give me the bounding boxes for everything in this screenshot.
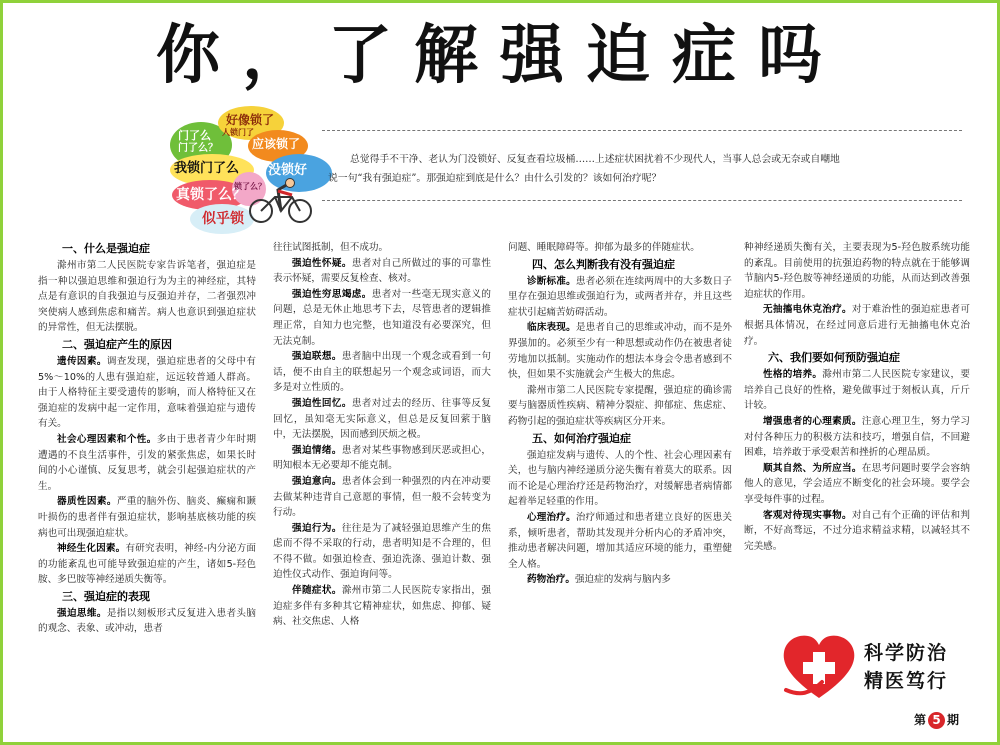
paragraph-lead: 社会心理因素和个性。 bbox=[57, 433, 157, 445]
paragraph-lead: 强迫性怀疑。 bbox=[292, 257, 352, 269]
paragraph bbox=[273, 521, 491, 583]
paragraph-lead: 强迫性穷思竭虑。 bbox=[292, 288, 372, 300]
article-column-1 bbox=[38, 240, 256, 710]
paragraph bbox=[744, 414, 970, 461]
paragraph bbox=[508, 572, 732, 588]
paragraph-body: 有研究表明，神经-内分泌方面的功能紊乱也可能导致强迫症的产生，诸如5-羟色胺、多巴胺等神经递质失衡等。 bbox=[38, 543, 256, 586]
paragraph bbox=[273, 396, 491, 443]
paragraph bbox=[273, 349, 491, 396]
article-column-3 bbox=[508, 240, 732, 720]
paragraph-lead: 强迫性回忆。 bbox=[292, 397, 352, 409]
intro-divider bbox=[322, 130, 962, 131]
section-heading: 四、怎么判断我有没有强迫症 bbox=[532, 257, 675, 271]
issue-number bbox=[914, 711, 959, 729]
paragraph-body: 患者体会到一种强烈的内在冲动要去做某种违背自己意愿的事情，但一般不会转变为行动。 bbox=[273, 475, 491, 519]
paragraph-body: 患者对过去的经历、往事等反复回忆，虽知毫无实际意义，但总是反复回萦于脑中，无法摆脱，因而感到厌烦之极。 bbox=[273, 397, 491, 441]
paragraph-lead: 强迫行为。 bbox=[292, 522, 342, 534]
issue-suffix: 期 bbox=[947, 713, 960, 727]
paragraph-lead: 客观对待现实事物。 bbox=[763, 509, 852, 521]
bubble-text: 似乎锁 bbox=[202, 211, 244, 227]
paragraph-lead: 遗传因素。 bbox=[57, 355, 107, 367]
bubble-text: 锁了么？ bbox=[234, 181, 266, 191]
paragraph bbox=[508, 510, 732, 572]
paragraph-lead: 强迫联想。 bbox=[292, 351, 342, 363]
slogan-line: 精医笃行 bbox=[864, 670, 949, 692]
paragraph-body: 调查发现，强迫症患者的父母中有5%～10%的人患有强迫症，远远较普通人群高。由于人格特征主要受遗传的影响，而人格特征又在强迫症的发病中起一定作用，意味着强迫症与遗传有关。 bbox=[38, 355, 256, 430]
paragraph bbox=[38, 494, 256, 541]
paragraph bbox=[508, 274, 732, 321]
paragraph-lead: 心理治疗。 bbox=[527, 511, 576, 523]
paragraph-body: 患者对一些毫无现实意义的问题，总是无休止地思考下去，尽管患者的逻辑推理正常，自知力也完整，也知道没有必要深究，但无法克制。 bbox=[273, 288, 491, 347]
paragraph-lead: 强迫情绪。 bbox=[292, 444, 342, 456]
paragraph-body: 多由于患者青少年时期遭遇的不良生活事件，引发的紧张焦虑，如果长时间的小心谨慎、反复思考，就会引起强迫症状的产生。 bbox=[38, 433, 256, 492]
paragraph bbox=[744, 461, 970, 508]
footer-brand bbox=[780, 630, 985, 730]
bubble-text: 没锁好 bbox=[268, 163, 308, 178]
paragraph-lead: 药物治疗。 bbox=[527, 574, 575, 586]
paragraph: 种神经递质失衡有关，主要表现为5-羟色胺系统功能的紊乱。目前使用的抗强迫药物的特点就在于能够调节脑内5-羟色胺等神经递质的功能，从而达到改善强迫症状的作用。 bbox=[744, 242, 970, 300]
bubble-text: 好像锁了 bbox=[226, 113, 275, 127]
paragraph-body: 在思考问题时要学会容纳他人的意见，学会适应不断变化的社会环境。要学会享受每件事的过程。 bbox=[744, 462, 970, 505]
paragraph-body: 是指以刻板形式反复进入患者头脑的观念、表象、或冲动，患者 bbox=[38, 607, 256, 635]
paragraph-body: 治疗师通过和患者建立良好的医患关系，倾听患者，帮助其发现并分析内心的矛盾冲突，推动患者解决问题，增加其适应环境的能力，重塑健全人格。 bbox=[508, 511, 732, 570]
paragraph: 往往试图抵制，但不成功。 bbox=[273, 242, 389, 253]
paragraph bbox=[744, 508, 970, 555]
paragraph-body: 滁州市第二人民医院专家建议，要培养自己良好的性格，避免做事过于刻板认真，斤斤计较。 bbox=[744, 369, 970, 412]
issue-prefix: 第 bbox=[914, 713, 927, 727]
heart-cross-icon bbox=[780, 632, 858, 702]
paragraph-lead: 性格的培养。 bbox=[763, 369, 823, 381]
paragraph-body: 滁州市第二人民医院专家指出，强迫症多伴有多种其它精神症状，如焦虑、抑郁、疑病、社交焦虑、人格 bbox=[273, 585, 491, 628]
paragraph bbox=[38, 354, 256, 432]
paragraph: 强迫症发病与遗传、人的个性、社会心理因素有关，也与脑内神经递质分泌失衡有着莫大的联系。因而不论是心理治疗还是药物治疗，对缓解患者病情都起着举足轻重的作用。 bbox=[508, 449, 732, 508]
paragraph bbox=[744, 302, 970, 349]
article-column-2 bbox=[273, 240, 491, 720]
paragraph-body: 注意心理卫生，努力学习对付各种压力的积极方法和技巧，增强自信，不回避困难，培养敢于承受艰苦和挫折的心理品质。 bbox=[744, 415, 970, 459]
slogan-line: 科学防治 bbox=[864, 642, 949, 664]
issue-badge: 5 bbox=[928, 712, 945, 729]
paragraph bbox=[273, 287, 491, 349]
paragraph bbox=[508, 320, 732, 382]
paragraph bbox=[273, 583, 491, 630]
article-column-4 bbox=[744, 240, 970, 600]
paragraph-lead: 强迫意向。 bbox=[292, 475, 342, 487]
paragraph-body: 往往是为了减轻强迫思维产生的焦虑而不得不采取的行动，患者明知是不合理的，但不得不做。如强迫检查、强迫洗涤、强迫计数、强迫性仪式动作、强迫询问等。 bbox=[273, 522, 491, 581]
intro-divider bbox=[322, 200, 962, 201]
paragraph: 滁州市第二人民医院专家提醒，强迫症的确诊需要与脑器质性疾病、精神分裂症、抑郁症、焦虑症、药物引起的强迫症状等疾病区分开来。 bbox=[508, 384, 732, 427]
cyclist-icon bbox=[248, 178, 314, 224]
bubble-text: 门了么？ bbox=[178, 143, 218, 154]
paragraph bbox=[273, 256, 491, 287]
section-heading: 三、强迫症的表现 bbox=[62, 589, 150, 603]
paragraph bbox=[273, 443, 491, 474]
paragraph-lead: 临床表现。 bbox=[527, 322, 576, 334]
paragraph: 滁州市第二人民医院专家告诉笔者，强迫症是指一种以强迫思维和强迫行为为主的神经症，其特点是有意识的自我强迫与反强迫并存，二者强烈冲突使病人感到焦虑和痛苦。病人也意识到强迫症状的异常性，但无法摆脱。 bbox=[38, 260, 256, 334]
page-title: 你，了解强迫症吗 bbox=[156, 18, 844, 93]
paragraph bbox=[744, 367, 970, 414]
paragraph-lead: 伴随症状。 bbox=[292, 585, 342, 597]
paragraph-lead: 强迫思维。 bbox=[57, 607, 107, 619]
bubble-text: 我锁门了么 bbox=[174, 161, 240, 176]
bubble-text: 人锁门了 bbox=[222, 127, 254, 137]
paragraph: 问题、睡眠障碍等。抑郁为最多的伴随症状。 bbox=[508, 242, 700, 253]
paragraph-body: 对自己有个正确的评估和判断，不好高骛远，不过分追求精益求精，以减轻其不完美感。 bbox=[744, 509, 970, 552]
paragraph-lead: 诊断标准。 bbox=[527, 275, 576, 287]
section-heading: 二、强迫症产生的原因 bbox=[62, 337, 172, 351]
paragraph-body: 严重的脑外伤、脑炎、癫痫和颞叶损伤的患者伴有强迫症状，影响基底核功能的疾病也可出现强迫症状。 bbox=[38, 496, 256, 539]
paragraph-body: 对于难治性的强迫症患者可根据具体情况，在经过同意后进行无抽搐电休克治疗。 bbox=[744, 304, 970, 347]
paragraph bbox=[38, 606, 256, 637]
paragraph-lead: 增强患者的心理素质。 bbox=[763, 415, 862, 427]
paragraph bbox=[273, 474, 491, 521]
paragraph-body: 是患者自己的思维或冲动，而不是外界强加的。必须至少有一种思想或动作仍在被患者徒劳地加以抵制。实施动作的想法本身会令患者感到不快，但如果不实施就会产生极大的焦虑。 bbox=[508, 322, 732, 381]
section-heading: 一、什么是强迫症 bbox=[62, 242, 150, 255]
paragraph-body: 强迫症的发病与脑内多 bbox=[574, 574, 671, 586]
paragraph bbox=[38, 541, 256, 588]
paragraph bbox=[38, 432, 256, 494]
bubble-text: 门了么 bbox=[178, 129, 211, 142]
paragraph-body: 患者必须在连续两周中的大多数日子里存在强迫思维或强迫行为，或两者并存，并且这些症状引起痛苦妨碍活动。 bbox=[508, 275, 732, 318]
paragraph-body: 患者脑中出现一个观念或看到一句话，便不由自主的联想起另一个观念或词语，而大多是对立性质的。 bbox=[273, 351, 491, 394]
paragraph-lead: 顺其自然、为所应当。 bbox=[763, 462, 862, 474]
bubble-text: 真锁了么？ bbox=[176, 187, 246, 203]
paragraph-lead: 器质性因素。 bbox=[57, 496, 117, 508]
paragraph-lead: 神经生化因素。 bbox=[57, 543, 126, 555]
paragraph-lead: 无抽搐电休克治疗。 bbox=[763, 304, 852, 316]
paragraph-body: 患者对某些事物感到厌恶或担心，明知根本无必要却不能克制。 bbox=[273, 444, 491, 472]
paragraph-body: 患者对自己所做过的事的可靠性表示怀疑，需要反复检查、核对。 bbox=[273, 257, 491, 285]
section-heading: 五、如何治疗强迫症 bbox=[532, 431, 631, 445]
intro-text: 总觉得手不干净、老认为门没锁好、反复查看垃圾桶……上述症状困扰着不少现代人，当事人总会或无奈或自嘲地说一句“我有强迫症”。那强迫症到底是什么？由什么引发的？该如何治疗呢？ bbox=[328, 154, 840, 184]
bubble-text: 应该锁了 bbox=[252, 137, 301, 151]
section-heading: 六、我们要如何预防强迫症 bbox=[768, 351, 900, 365]
